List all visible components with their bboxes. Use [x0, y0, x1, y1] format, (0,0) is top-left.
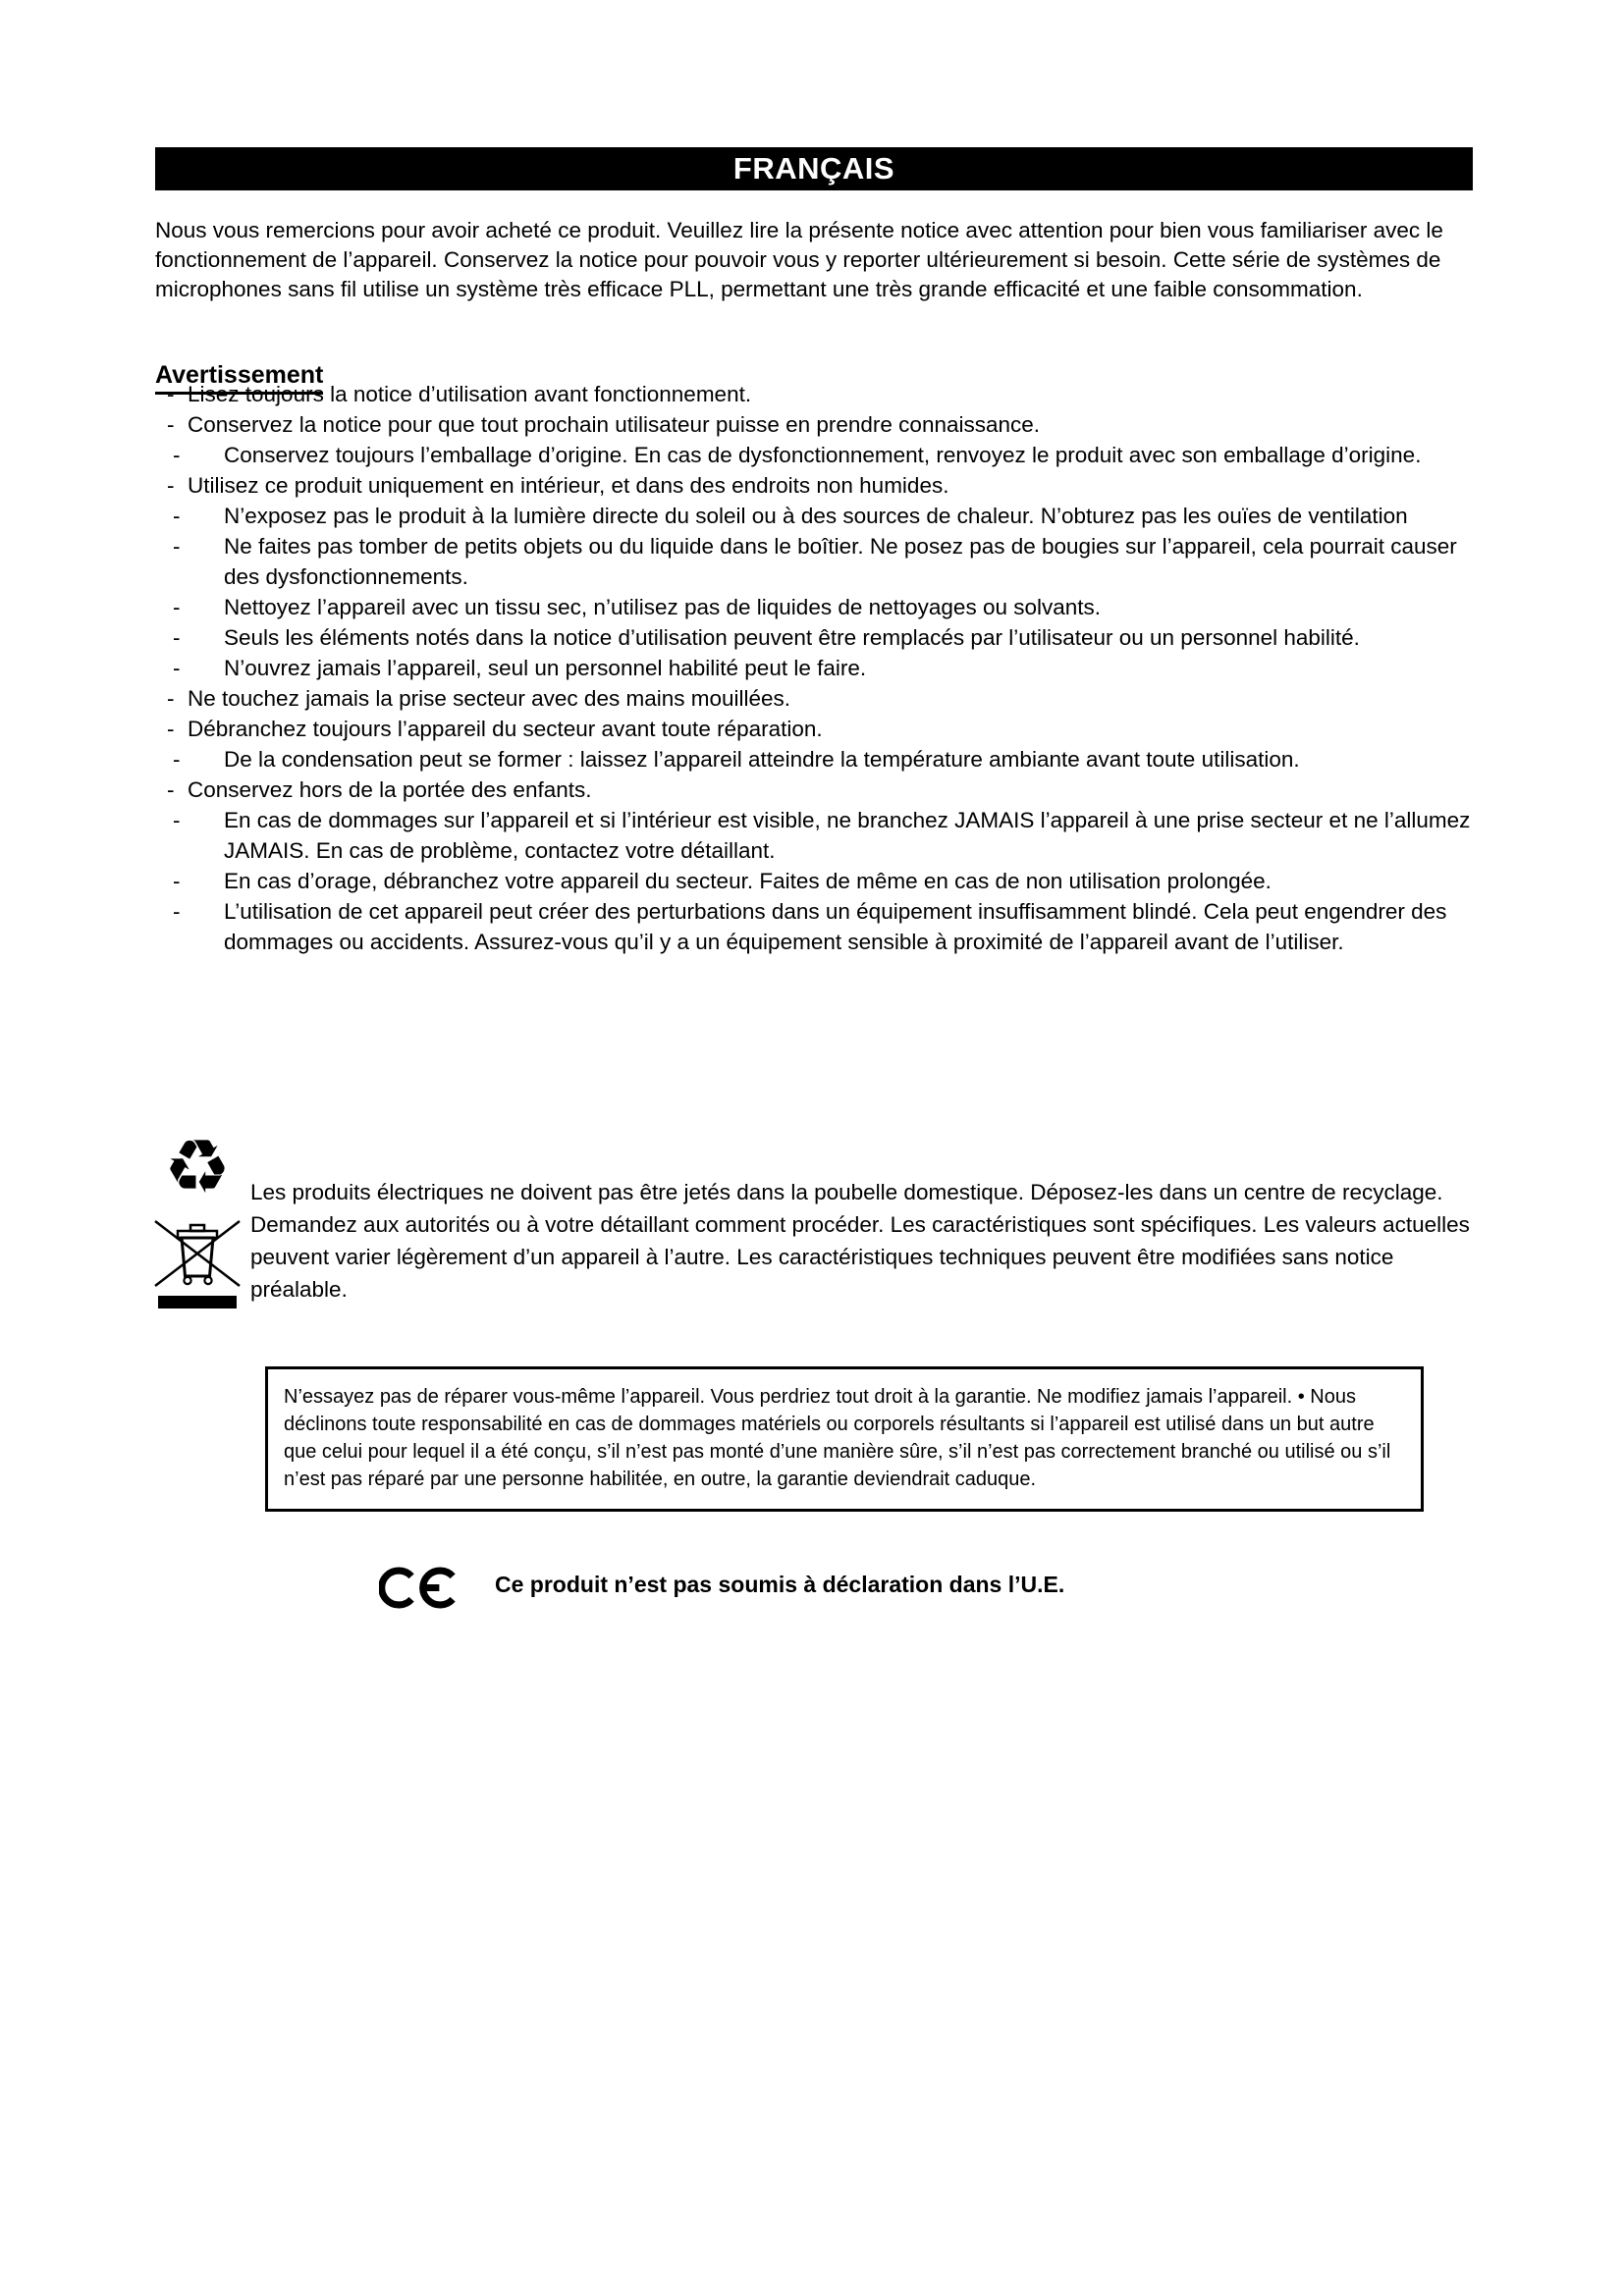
warning-item [155, 501, 1483, 531]
warnings-list [155, 379, 1483, 957]
warning-text: L’utilisation de cet appareil peut créer des perturbations dans un équipement insuffisamment blindé. Cela peut engendrer des dommages ou accidents. Assurez-vous qu’il y a un équipement sensible à proximité de l’appareil avant de l’utiliser. [224, 899, 1447, 954]
warning-heading: Avertissement [155, 361, 323, 395]
warning-item [155, 470, 1483, 501]
warning-item [155, 683, 1483, 714]
warning-item [155, 379, 1483, 409]
warning-text: Ne faites pas tomber de petits objets ou du liquide dans le boîtier. Ne posez pas de bougies sur l’appareil, cela pourrait causer des dysfonctionnements. [224, 534, 1457, 589]
bullet-dash: - [173, 534, 181, 559]
bullet-dash: - [173, 625, 181, 650]
warning-item [155, 653, 1483, 683]
bullet-dash: - [173, 656, 181, 680]
bullet-dash: - [167, 777, 175, 802]
warning-text: Conservez la notice pour que tout prochain utilisateur puisse en prendre connaissance. [188, 412, 1041, 437]
bullet-dash: - [173, 808, 181, 832]
bullet-dash: - [167, 717, 175, 741]
recycling-icon-column [152, 1123, 243, 1308]
bullet-dash: - [167, 412, 175, 437]
bullet-dash: - [173, 899, 181, 924]
warning-text: Ne touchez jamais la prise secteur avec des mains mouillées. [188, 686, 791, 711]
language-banner [155, 147, 1473, 190]
language-banner-label: FRANÇAIS [732, 151, 895, 186]
bullet-dash: - [173, 747, 181, 772]
warning-item [155, 409, 1483, 440]
warning-item [155, 714, 1483, 744]
warning-text: En cas d’orage, débranchez votre appareil du secteur. Faites de même en cas de non utilisation prolongée. [224, 869, 1272, 893]
warning-item [155, 531, 1483, 592]
ce-mark-icon [379, 1563, 461, 1613]
intro-paragraph: Nous vous remercions pour avoir acheté ce produit. Veuillez lire la présente notice avec attention pour bien vous familiariser avec le fonctionnement de l’appareil. Conservez la notice pour pouvoir vous y reporter ultérieurement si besoin. Cette série de systèmes de microphones sans fil utilise un système très efficace PLL, permettant une très grande efficacité et une faible consommation. [155, 217, 1443, 301]
bullet-dash: - [173, 595, 181, 619]
weee-crossed-bin-icon [152, 1205, 243, 1292]
bullet-dash: - [167, 686, 175, 711]
warning-item [155, 805, 1483, 866]
warning-text: Conservez toujours l’emballage d’origine. En cas de dysfonctionnement, renvoyez le produit avec son emballage d’origine. [224, 443, 1422, 467]
recycling-text: Les produits électriques ne doivent pas être jetés dans la poubelle domestique. Déposez-les dans un centre de recyclage. Demandez aux autorités ou à votre détaillant comment procéder. Les caractéristiques sont spécifiques. Les valeurs actuelles peuvent varier légèrement d’un appareil à l’autre. Les caractéristiques techniques peuvent être modifiées sans notice préalable. [250, 1179, 1470, 1302]
bullet-dash: - [173, 504, 181, 528]
warning-item [155, 440, 1483, 470]
warning-text: Lisez toujours la notice d’utilisation avant fonctionnement. [188, 382, 752, 406]
warranty-notice-text: N’essayez pas de réparer vous-même l’appareil. Vous perdriez tout droit à la garantie. Ne modifiez jamais l’appareil. • Nous déclinons toute responsabilité en cas de dommages matériels ou corporels résultants si l’appareil est utilisé dans un but autre que celui pour lequel il a été conçu, s’il n’est pas monté d’une manière sûre, s’il n’est pas correctement branché ou utilisé ou s’il n’est pas réparé par une personne habilitée, en outre, la garantie deviendrait caduque. [284, 1386, 1391, 1490]
warning-text: Utilisez ce produit uniquement en intérieur, et dans des endroits non humides. [188, 473, 949, 498]
warning-text: Seuls les éléments notés dans la notice d’utilisation peuvent être remplacés par l’utilisateur ou un personnel habilité. [224, 625, 1360, 650]
ce-statement: Ce produit n’est pas soumis à déclaration dans l’U.E. [495, 1572, 1065, 1597]
warning-item [155, 744, 1483, 774]
warning-text: Conservez hors de la portée des enfants. [188, 777, 592, 802]
warning-text: Débranchez toujours l’appareil du secteur avant toute réparation. [188, 717, 823, 741]
recycling-icon: ♻ [163, 1123, 232, 1210]
warning-item [155, 774, 1483, 805]
warning-text: De la condensation peut se former : laissez l’appareil atteindre la température ambiante avant toute utilisation. [224, 747, 1300, 772]
warning-text: En cas de dommages sur l’appareil et si l’intérieur est visible, ne branchez JAMAIS l’appareil à une prise secteur et ne l’allumez JAMAIS. En cas de problème, contactez votre détaillant. [224, 808, 1471, 863]
warning-item [155, 622, 1483, 653]
warning-text: N’ouvrez jamais l’appareil, seul un personnel habilité peut le faire. [224, 656, 867, 680]
bullet-dash: - [173, 869, 181, 893]
warranty-notice-box [265, 1366, 1424, 1512]
warning-item [155, 866, 1483, 896]
warning-text: N’exposez pas le produit à la lumière directe du soleil ou à des sources de chaleur. N’obturez pas les ouïes de ventilation [224, 504, 1408, 528]
warning-item [155, 592, 1483, 622]
weee-underline-bar [158, 1296, 237, 1308]
warning-text: Nettoyez l’appareil avec un tissu sec, n’utilisez pas de liquides de nettoyages ou solvants. [224, 595, 1102, 619]
warning-item [155, 896, 1483, 957]
bullet-dash: - [173, 443, 181, 467]
bullet-dash: - [167, 382, 175, 406]
bullet-dash: - [167, 473, 175, 498]
